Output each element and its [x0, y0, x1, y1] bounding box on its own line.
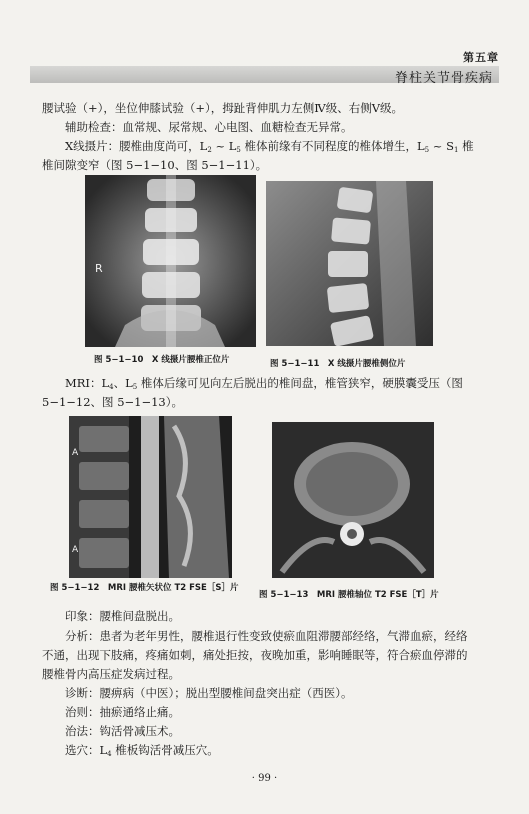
figure-caption-5-1-13: 图 5−1−13 MRI 腰椎轴位 T2 FSE［T］片 — [259, 590, 439, 600]
mri-sagittal-drawing — [69, 416, 232, 578]
paragraph-treatment-method: 治法：钩活骨减压术。 — [65, 724, 180, 738]
paragraph-acupoint: 选穴：$L_4$ 椎板钩活骨减压穴。 — [65, 743, 219, 758]
paragraph-analysis: 分析：患者为老年男性，腰椎退行性变致使瘀血阻滞腰部经络，气滞血瘀，经络 — [65, 629, 468, 643]
xray-side-marker: R — [95, 262, 103, 275]
xray-lateral-drawing — [266, 181, 433, 346]
paragraph-xray: X线摄片：腰椎曲度尚可，$L_2$ ~ $L_5$ 椎体前缘有不同程度的椎体增生，$L_5$ ~ $S_1$ 椎 — [65, 139, 474, 154]
xray-ap-drawing — [85, 175, 256, 347]
paragraph-mri: MRI：$L_4$、$L_5$ 椎体后缘可见向左后脱出的椎间盘，椎管狭窄，硬膜囊受压（图 — [65, 376, 463, 391]
figure-caption-5-1-10: 图 5−1−10 X 线摄片腰椎正位片 — [94, 355, 230, 365]
mri-orientation-marker-bottom: A — [72, 545, 79, 555]
xray-ap-image — [85, 175, 256, 347]
paragraph-diagnosis: 诊断：腰痹病（中医）；脱出型腰椎间盘突出症（西医）。 — [65, 686, 353, 700]
chapter-label: 第五章 — [463, 51, 499, 64]
mri-axial-image — [272, 422, 434, 578]
mri-sagittal-image — [69, 416, 232, 578]
paragraph-aux-exam: 辅助检查：血常规、尿常规、心电图、血糖检查无异常。 — [65, 120, 353, 134]
paragraph-treatment-rule: 治则：抽瘀通络止痛。 — [65, 705, 180, 719]
paragraph-mri-line2: 5−1−12、图 5−1−13）。 — [42, 395, 183, 409]
paragraph-xray-line2: 椎间隙变窄（图 5−1−10、图 5−1−11）。 — [42, 158, 268, 172]
figure-caption-5-1-11: 图 5−1−11 X 线摄片腰椎侧位片 — [270, 359, 406, 369]
paragraph-analysis-line3: 腰椎骨内高压症发病过程。 — [42, 667, 180, 681]
paragraph-impression: 印象：腰椎间盘脱出。 — [65, 609, 180, 623]
page-number: · 99 · — [251, 773, 278, 784]
mri-axial-drawing — [272, 422, 434, 578]
xray-lateral-image — [266, 181, 433, 346]
paragraph-exam-results: 腰试验（+），坐位伸膝试验（+），拇趾背伸肌力左侧Ⅳ级、右侧Ⅴ级。 — [42, 101, 404, 115]
section-title: 脊柱关节骨疾病 — [394, 71, 493, 86]
mri-orientation-marker-top: A — [72, 448, 79, 458]
paragraph-analysis-line2: 不通，出现下肢痛，疼痛如刺，痛处拒按，夜晚加重，影响睡眠等，符合瘀血停滞的 — [42, 648, 468, 662]
figure-caption-5-1-12: 图 5−1−12 MRI 腰椎矢状位 T2 FSE［S］片 — [50, 583, 239, 593]
